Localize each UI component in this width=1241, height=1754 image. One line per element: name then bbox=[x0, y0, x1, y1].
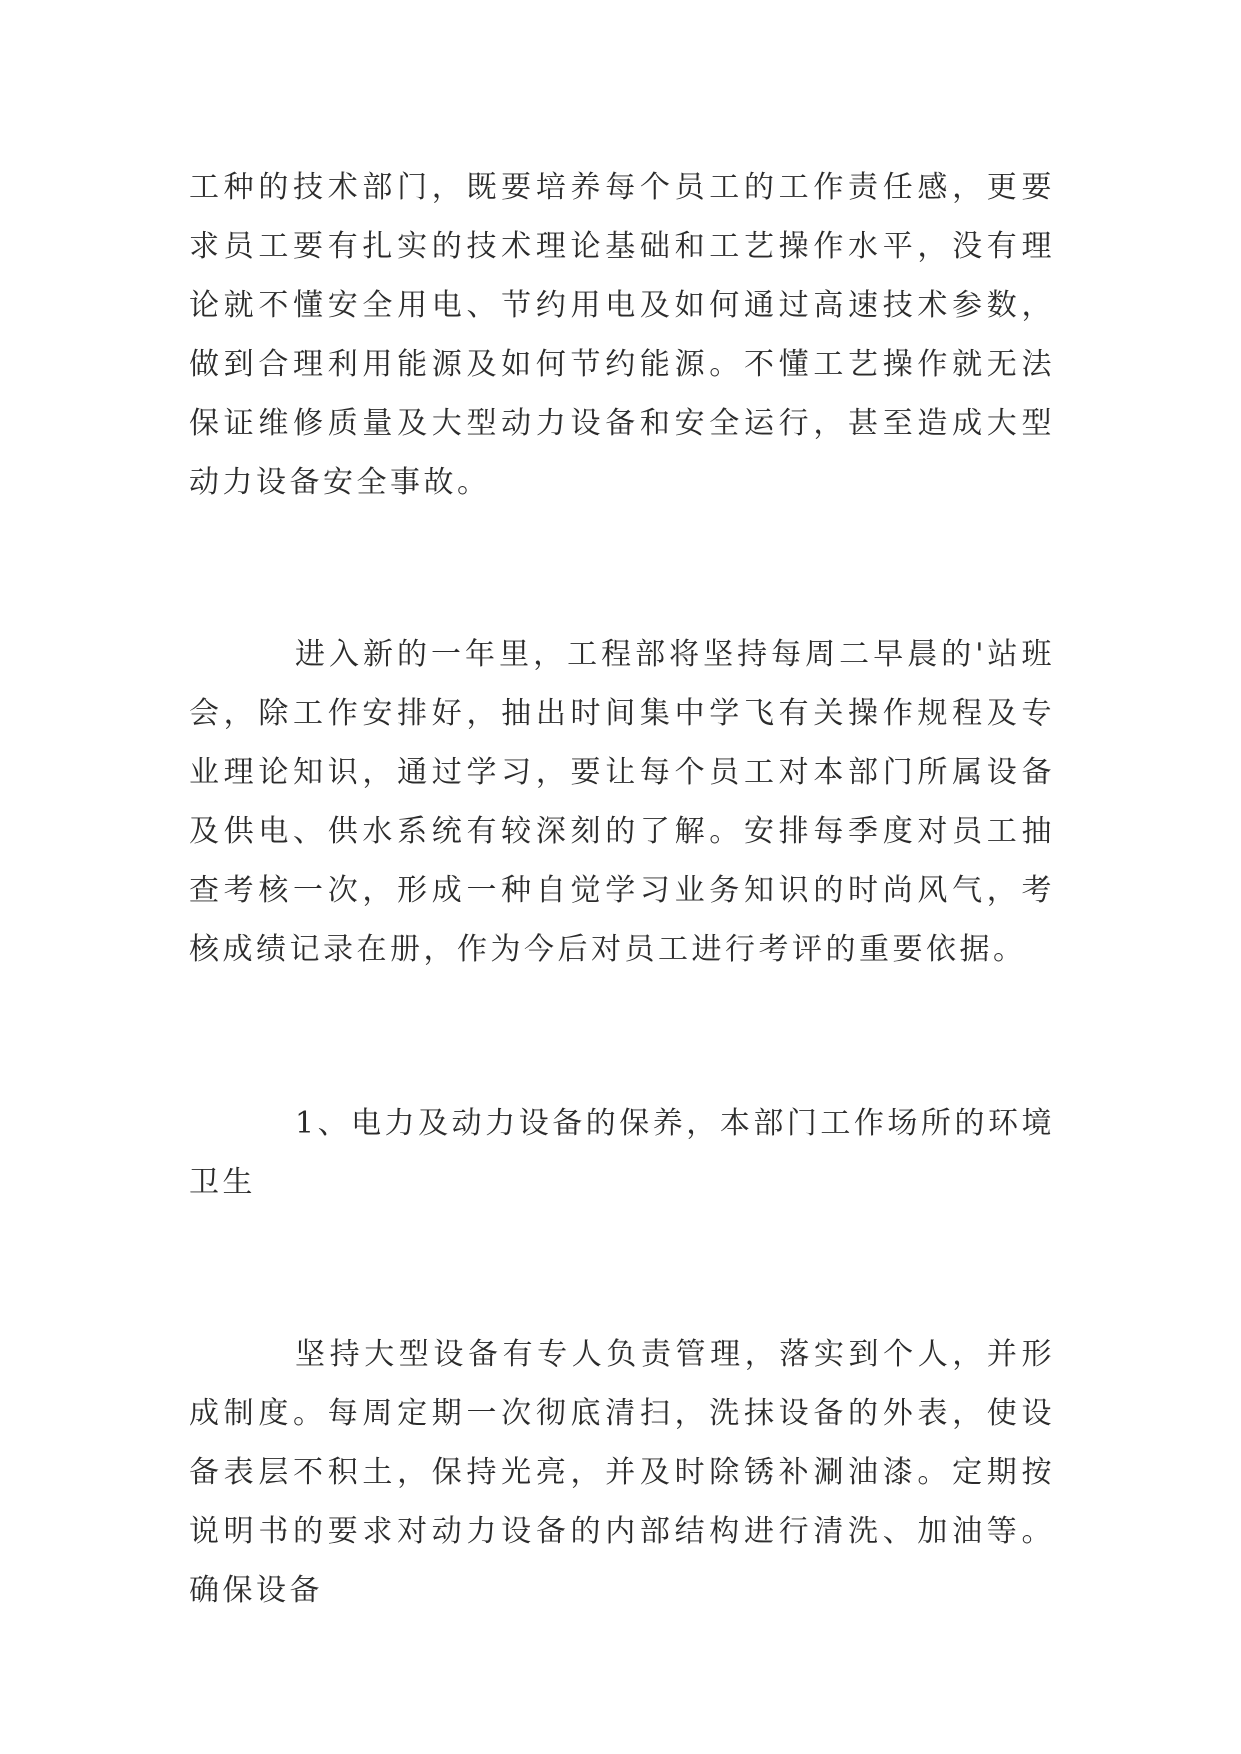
paragraph-training-plan: 进入新的一年里，工程部将坚持每周二早晨的'站班会，除工作安排好，抽出时间集中学飞有关操作规程及专业理论知识，通过学习，要让每个员工对本部门所属设备及供电、供水系统有较深刻的了解。安排每季度对员工抽查考核一次，形成一种自觉学习业务知识的时尚风气，考核成绩记录在册，作为今后对员工进行考评的重要依据。 bbox=[189, 637, 1055, 967]
section-heading-maintenance: 1、电力及动力设备的保养，本部门工作场所的环境卫生 bbox=[189, 1106, 1055, 1200]
paragraph-continuation: 工种的技术部门，既要培养每个员工的工作责任感，更要求员工要有扎实的技术理论基础和工艺操作水平，没有理论就不懂安全用电、节约用电及如何通过高速技术参数，做到合理利用能源及如何节约能源。不懂工艺操作就无法保证维修质量及大型动力设备和安全运行，甚至造成大型动力设备安全事故。 bbox=[189, 170, 1055, 500]
paragraph-equipment-management: 坚持大型设备有专人负责管理，落实到个人，并形成制度。每周定期一次彻底清扫，洗抹设备的外表，使设备表层不积土，保持光亮，并及时除锈补涮油漆。定期按说明书的要求对动力设备的内部结构进行清洗、加油等。确保设备 bbox=[189, 1337, 1055, 1608]
